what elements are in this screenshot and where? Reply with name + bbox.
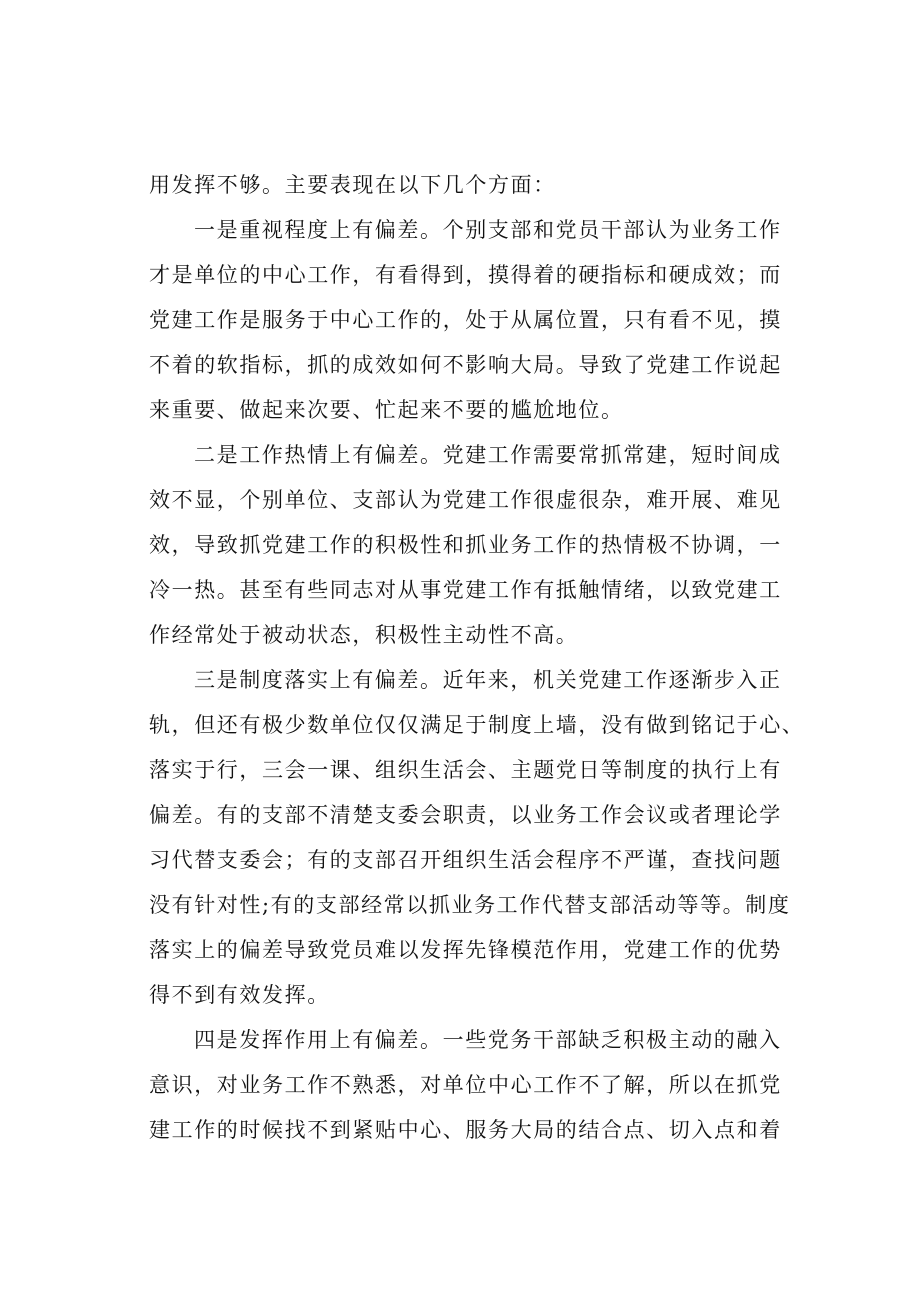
text-line: 四是发挥作用上有偏差。一些党务干部缺乏积极主动的融入 xyxy=(194,1028,782,1052)
paragraph-point-3 xyxy=(149,658,821,1018)
paragraph-point-4 xyxy=(149,1018,821,1153)
text-line: 偏差。有的支部不清楚支委会职责，以业务工作会议或者理论学 xyxy=(149,803,782,827)
text-line: 一是重视程度上有偏差。个别支部和党员干部认为业务工作 xyxy=(194,218,782,242)
paragraph-intro xyxy=(149,163,821,208)
text-line: 得不到有效发挥。 xyxy=(149,983,330,1007)
text-line: 冷一热。甚至有些同志对从事党建工作有抵触情绪，以致党建工 xyxy=(149,578,782,602)
text-line: 三是制度落实上有偏差。近年来，机关党建工作逐渐步入正 xyxy=(194,668,782,692)
text-line: 习代替支委会；有的支部召开组织生活会程序不严谨，查找问题 xyxy=(149,848,782,872)
text-line: 不着的软指标，抓的成效如何不影响大局。导致了党建工作说起 xyxy=(149,353,782,377)
text-line: 意识，对业务工作不熟悉，对单位中心工作不了解，所以在抓党 xyxy=(149,1073,782,1097)
document-body xyxy=(149,163,821,1153)
paragraph-point-2 xyxy=(149,433,821,658)
text-line: 建工作的时候找不到紧贴中心、服务大局的结合点、切入点和着 xyxy=(149,1118,782,1142)
text-line: 轨，但还有极少数单位仅仅满足于制度上墙，没有做到铭记于心、 xyxy=(149,713,805,737)
text-line: 用发挥不够。主要表现在以下几个方面： xyxy=(149,173,556,197)
paragraph-point-1 xyxy=(149,208,821,433)
text-line: 落实上的偏差导致党员难以发挥先锋模范作用，党建工作的优势 xyxy=(149,938,782,962)
text-line: 二是工作热情上有偏差。党建工作需要常抓常建，短时间成 xyxy=(194,443,782,467)
text-line: 落实于行，三会一课、组织生活会、主题党日等制度的执行上有 xyxy=(149,758,782,782)
text-line: 没有针对性;有的支部经常以抓业务工作代替支部活动等等。制度 xyxy=(149,893,791,917)
text-line: 效不显，个别单位、支部认为党建工作很虚很杂，难开展、难见 xyxy=(149,488,782,512)
text-line: 效，导致抓党建工作的积极性和抓业务工作的热情极不协调，一 xyxy=(149,533,782,557)
text-line: 来重要、做起来次要、忙起来不要的尴尬地位。 xyxy=(149,398,624,422)
text-line: 党建工作是服务于中心工作的，处于从属位置，只有看不见，摸 xyxy=(149,308,782,332)
text-line: 作经常处于被动状态，积极性主动性不高。 xyxy=(149,623,579,647)
text-line: 才是单位的中心工作，有看得到，摸得着的硬指标和硬成效；而 xyxy=(149,263,782,287)
